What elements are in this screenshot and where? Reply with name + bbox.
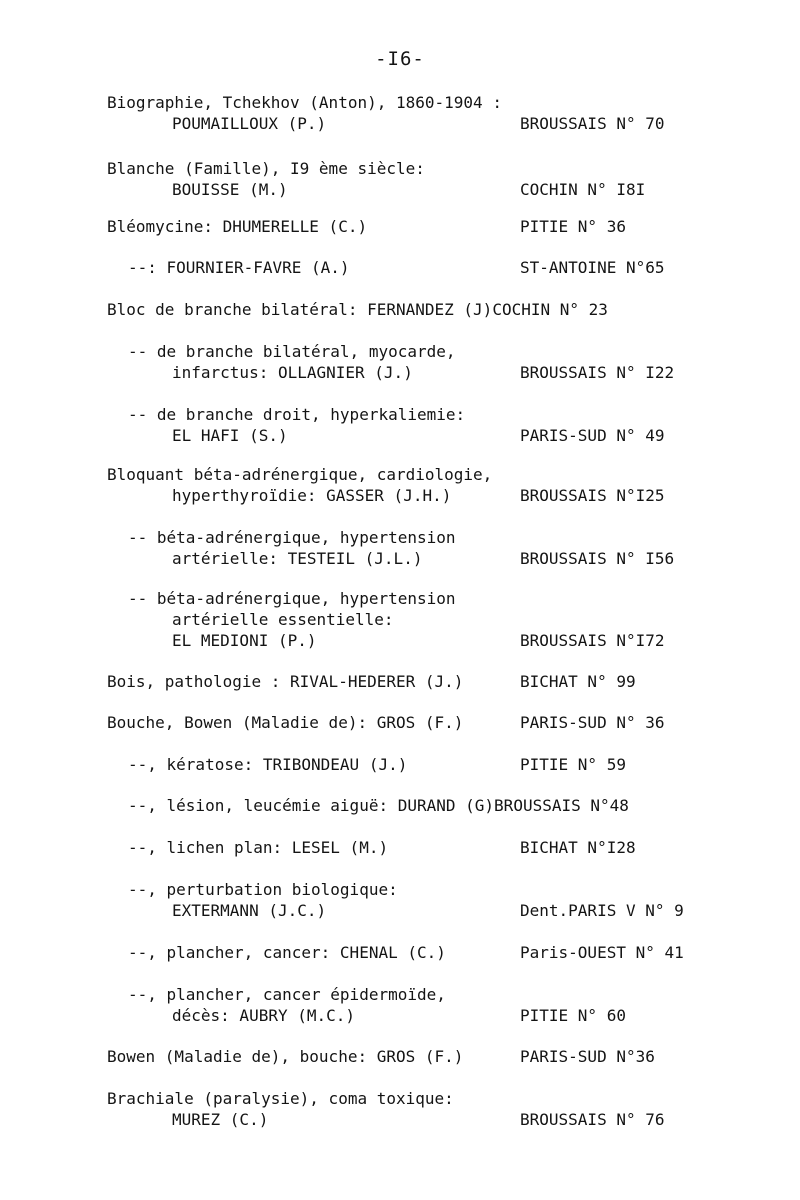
thesis-reference: BICHAT N° 99 [520,672,636,691]
entry-line [0,754,800,775]
entry-line [0,216,800,237]
thesis-reference: PARIS-SUD N° 36 [520,713,665,732]
entry-text: Bois, pathologie : RIVAL-HEDERER (J.) [107,672,464,691]
entry-text: artérielle: TESTEIL (J.L.) [172,549,423,568]
entry-line [0,609,800,630]
index-entry [0,837,800,858]
entry-line [0,404,800,425]
entry-text: Bloquant béta-adrénergique, cardiologie, [107,465,493,484]
entry-text: --, lésion, leucémie aiguë: DURAND (G)BROUSSAIS N°48 [128,796,629,815]
index-entry [0,1046,800,1067]
thesis-reference: BROUSSAIS N°I25 [520,486,665,505]
thesis-reference: PITIE N° 36 [520,217,626,236]
thesis-reference: PARIS-SUD N° 49 [520,426,665,445]
entry-line [0,1005,800,1026]
entry-text: Blanche (Famille), I9 ème siècle: [107,159,425,178]
entry-text: Biographie, Tchekhov (Anton), 1860-1904 : [107,93,502,112]
entry-line [0,425,800,446]
entry-line [0,671,800,692]
index-entry [0,341,800,383]
entry-text: -- de branche droit, hyperkaliemie: [128,405,466,424]
index-entry [0,464,800,506]
entry-line [0,548,800,569]
thesis-reference: Paris-OUEST N° 41 [520,943,684,962]
entry-line [0,1088,800,1109]
entry-line [0,464,800,485]
entry-line [0,527,800,548]
thesis-reference: COCHIN N° I8I [520,180,646,199]
entry-text: --, kératose: TRIBONDEAU (J.) [128,755,408,774]
thesis-reference: BROUSSAIS N° 76 [520,1110,665,1129]
entry-line [0,942,800,963]
entry-text: BOUISSE (M.) [172,180,288,199]
thesis-reference: BROUSSAIS N° 70 [520,114,665,133]
entry-line [0,588,800,609]
thesis-reference: BROUSSAIS N°I72 [520,631,665,650]
entry-line [0,113,800,134]
entry-text: Bowen (Maladie de), bouche: GROS (F.) [107,1047,464,1066]
entry-text: infarctus: OLLAGNIER (J.) [172,363,413,382]
entry-text: -- béta-adrénergique, hypertension [128,589,456,608]
thesis-reference: BICHAT N°I28 [520,838,636,857]
entry-line [0,630,800,651]
entry-text: -- béta-adrénergique, hypertension [128,528,456,547]
entry-text: EXTERMANN (J.C.) [172,901,327,920]
index-entry [0,942,800,963]
thesis-reference: BROUSSAIS N° I22 [520,363,675,382]
index-entry [0,92,800,134]
index-entry [0,404,800,446]
entry-text: Bléomycine: DHUMERELLE (C.) [107,217,368,236]
thesis-reference: BROUSSAIS N° I56 [520,549,675,568]
entry-line [0,879,800,900]
thesis-reference: PARIS-SUD N°36 [520,1047,655,1066]
entry-line [0,158,800,179]
entry-line [0,362,800,383]
entry-line [0,1109,800,1130]
index-entry [0,754,800,775]
entry-text: EL HAFI (S.) [172,426,288,445]
entry-text: --, perturbation biologique: [128,880,398,899]
entry-line [0,795,800,816]
entry-text: artérielle essentielle: [172,610,394,629]
index-entry [0,671,800,692]
entry-line [0,92,800,113]
entry-text: POUMAILLOUX (P.) [172,114,327,133]
index-entry [0,158,800,200]
entry-text: --, lichen plan: LESEL (M.) [128,838,389,857]
thesis-reference: PITIE N° 59 [520,755,626,774]
index-entry [0,257,800,278]
entry-line [0,257,800,278]
entry-text: MUREZ (C.) [172,1110,269,1129]
thesis-reference: Dent.PARIS V N° 9 [520,901,684,920]
entry-line [0,984,800,1005]
entry-text: Bloc de branche bilatéral: FERNANDEZ (J)COCHIN N° 23 [107,300,608,319]
page-number: -I6- [375,48,425,70]
index-entry [0,527,800,569]
entry-text: décès: AUBRY (M.C.) [172,1006,356,1025]
index-entry [0,795,800,816]
thesis-reference: PITIE N° 60 [520,1006,626,1025]
index-entry [0,588,800,651]
entry-text: Bouche, Bowen (Maladie de): GROS (F.) [107,713,464,732]
entry-text: Brachiale (paralysie), coma toxique: [107,1089,454,1108]
entry-text: --, plancher, cancer épidermoïde, [128,985,446,1004]
entry-line [0,299,800,320]
entry-text: EL MEDIONI (P.) [172,631,317,650]
entry-line [0,712,800,733]
entry-text: hyperthyroïdie: GASSER (J.H.) [172,486,452,505]
entry-line [0,837,800,858]
index-entry [0,299,800,320]
index-entry [0,712,800,733]
entry-line [0,179,800,200]
entry-text: --: FOURNIER-FAVRE (A.) [128,258,350,277]
index-entry [0,1088,800,1130]
entry-line [0,485,800,506]
index-entry [0,216,800,237]
entry-line [0,1046,800,1067]
entry-text: -- de branche bilatéral, myocarde, [128,342,456,361]
entry-line [0,900,800,921]
thesis-reference: ST-ANTOINE N°65 [520,258,665,277]
entry-text: --, plancher, cancer: CHENAL (C.) [128,943,446,962]
index-entry [0,879,800,921]
index-entry [0,984,800,1026]
entry-line [0,341,800,362]
